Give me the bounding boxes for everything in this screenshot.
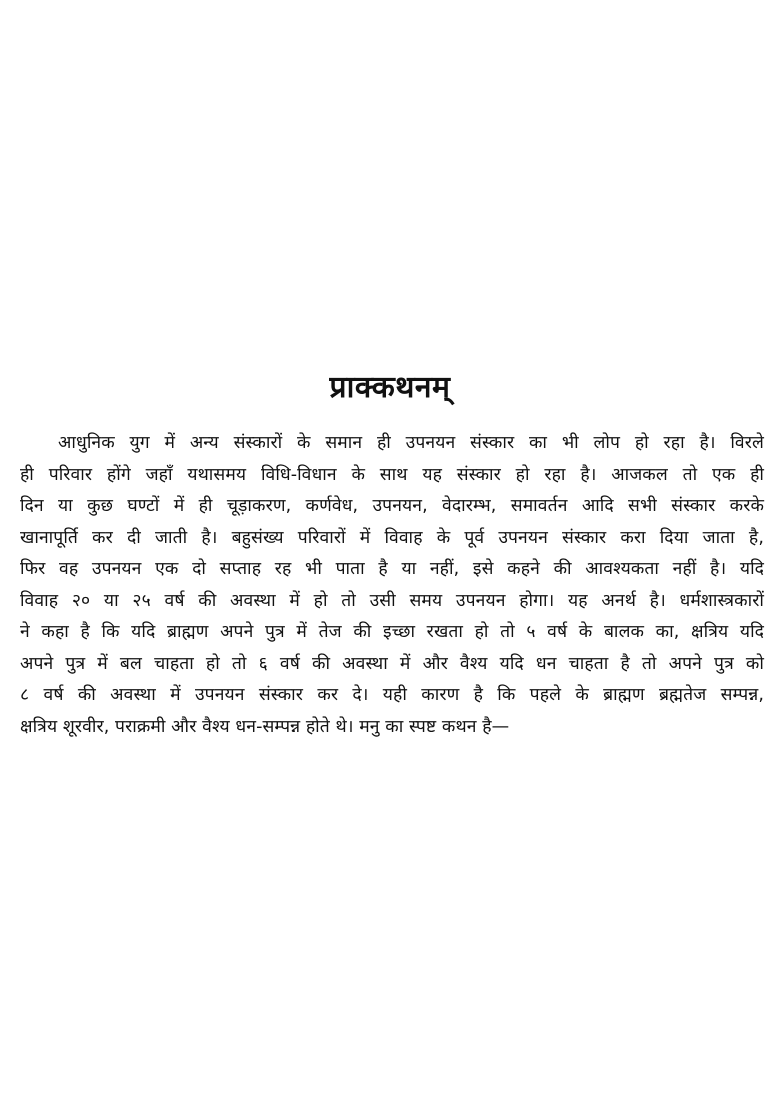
paragraph-line: दिन या कुछ घण्टों में ही चूड़ाकरण, कर्णवेध, उपनयन, वेदारम्भ, समावर्तन आदि सभी संस्कार करके: [20, 496, 764, 516]
paragraph-line: ने कहा है कि यदि ब्राह्मण अपने पुत्र में तेज की इच्छा रखता हो तो ५ वर्ष के बालक का, क्षत्रिय यदि: [20, 622, 764, 642]
paragraph-line: ही परिवार होंगे जहाँ यथासमय विधि-विधान के साथ यह संस्कार हो रहा है। आजकल तो एक ही: [20, 464, 764, 485]
page-title: प्राक्कथनम्: [329, 370, 451, 405]
paragraph-line: क्षत्रिय शूरवीर, पराक्रमी और वैश्य धन-सम्पन्न होते थे। मनु का स्पष्ट कथन है—: [20, 716, 510, 737]
paragraph-line: अपने पुत्र में बल चाहता हो तो ६ वर्ष की अवस्था में और वैश्य यदि धन चाहता है तो अपने पुत्र को: [20, 653, 764, 674]
paragraph-line: ८ वर्ष की अवस्था में उपनयन संस्कार कर दे। यही कारण है कि पहले के ब्राह्मण ब्रह्मतेज सम्पन्न,: [20, 685, 764, 705]
paragraph-line: विवाह २० या २५ वर्ष की अवस्था में हो तो उसी समय उपनयन होगा। यह अनर्थ है। धर्मशास्त्रकारों: [20, 590, 764, 611]
paragraph-line: खानापूर्ति कर दी जाती है। बहुसंख्य परिवारों में विवाह के पूर्व उपनयन संस्कार करा दिया जाता है,: [20, 527, 764, 548]
paragraph-line: फिर वह उपनयन एक दो सप्ताह रह भी पाता है या नहीं, इसे कहने की आवश्यकता नहीं है। यदि: [20, 559, 764, 579]
body-paragraph: [20, 428, 764, 743]
paragraph-line: आधुनिक युग में अन्य संस्कारों के समान ही उपनयन संस्कार का भी लोप हो रहा है। विरले: [58, 433, 764, 453]
